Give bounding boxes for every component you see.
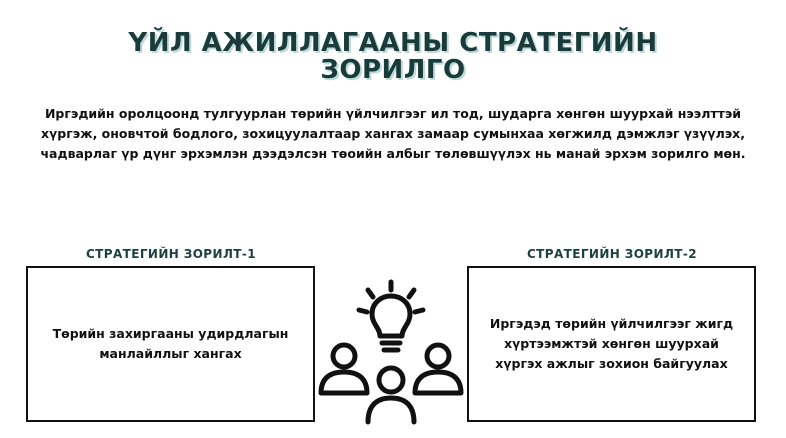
page-title-line2: ЗОРИЛГО [320,55,466,85]
page-title-line1: ҮЙЛ АЖИЛЛАГААНЫ СТРАТЕГИЙН [128,28,658,58]
goal-1-heading: СТРАТЕГИЙН ЗОРИЛТ-1 [85,247,257,261]
goal-1-box [26,266,315,422]
intro-text: Иргэдийн оролцоонд тулгуурлан төрийн үйлчилгээг ил тод, шударга хөнгөн шуурхай нээлттэй хүргэж, оновчтой бодлого, зохицуулалтаар хангах замаар сумынхаа хөгжилд дэмжлэг үзүүлэх, чадварлаг үр дүнг эрхэмлэн дээдэлсэн төоийн албыг төлөвшүүлэх нь манай эрхэм зорилго мөн. [40,106,746,161]
goal-2-text: Иргэдэд төрийн үйлчилгээг жигд хүртээмжтэй хөнгөн шуурхай хүргэх ажлыг зохион байгуулах [489,316,734,371]
goal-2-heading: СТРАТЕГИЙН ЗОРИЛТ-2 [526,247,698,261]
page-title [0,30,786,84]
goal-1-text: Төрийн захиргааны удирдлагын манлайллыг хангах [52,326,289,361]
team-idea-lightbulb-icon [316,278,466,428]
goal-2-box [467,266,756,422]
